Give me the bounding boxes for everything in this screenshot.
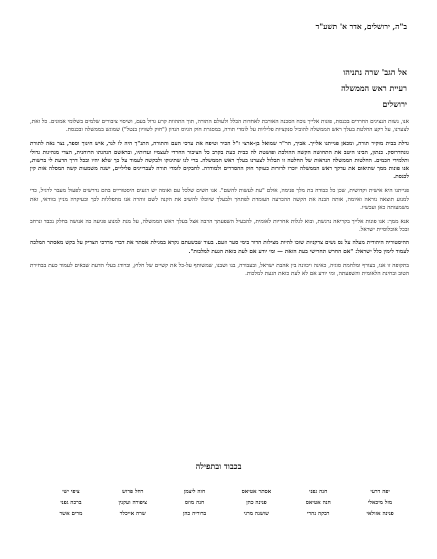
addressee-name: אל הגב' שרה נתניהו xyxy=(343,67,407,77)
signature: מרים אשר xyxy=(59,511,83,517)
signature: רבקה נהרי xyxy=(307,511,330,517)
signature: שושנה מרגי xyxy=(243,511,270,517)
signature: ציפי ישי xyxy=(62,489,80,495)
dateline: ב"ה, ירושלים, אדר א' תשע"ד xyxy=(315,22,407,31)
paragraph: גדלת בבית מוקיר תורה, ומכאן פנייתנו אלייך. אביך, הר"ר שמואל בן-ארצי ז"ל הכיר וטיפח את ערכי העם והתורה, התנ"ך היה לו לנר, איש חינוך וספר, נצר נאה לתורת גונהדרוסק. כנתון, הבינו היטב את התחושה הקשה ההולכת ופושטת לה כבית כעת בקרב כל הציבור החרדי לעצמיו ועדותיו, ובראשם הנהגתו הרוחנית, הצדי מנהיגות גדולי ותלמידי חכמים. החלטות הממשלה הנראות של החלטה זו תכלול לצערנו בעלך ראש הממשלה. ברי לנו שתינוקו ולבקשה לעמוד על כך שלא יהיו ובכל דרך הדעת לי ברשות, אנו פונות ממך שתיאום את עדקך ראש הממשלה יוכרו לדורות כעוקר חוק ההסדרים ולמודדה. לחבקים לומדי תורה לעבריינים פליליים, ישנה משמעות קשה המסלה אות קין לכנסת. xyxy=(30,141,409,181)
paragraph: ההיסטוריה היהודית מעלה על נס נשים צדקניות שזכו להיות מצילות הדור בימי סער וזעם. בעוד שבשעתם נקרא במגילת אסתר את דברי מרדכי הצדיק על בקש מאסתר המלכה לעמוד לימין כלל ישראל: "אם החרש תחרישי בעת הזאת — ומי יודע אם לעת כזאת הגעת למלכות". xyxy=(30,240,409,255)
signature: פנינה כהן xyxy=(246,500,267,506)
letter-body xyxy=(30,118,409,284)
signature: ציפורה ועקנין xyxy=(118,500,148,506)
paragraph: פנייתנו היא אישית וקדושית, שכן כל כבודה בת מלך פנימה, אולם "עת לעשות להשם". אנו חשים שלכל עם ואומה יש רגעים היסטוריים בהם נדרשים לפעול מעבר לרגיל, כדי למנוע תוצאה נוראה ואיומה, אותה הבנה את הקשה ההכרעה העומדת לפתחך ולבעלך שיוכלו להשיב את הקנה לשם זוהרה אנו מתפללות לכך ובעיקרה מניין בוודאי, זאת משמעותה כאן ועכשיו. xyxy=(30,188,409,211)
signature: שרה אייכלר xyxy=(119,511,146,517)
signature: יפה דרעי xyxy=(370,489,390,495)
paragraph: בתקופה זו אנו, בעורף ומלחמת סוגיה, כאינה ויכוונה בין אהבת ישראל, ובעבורה, בנו ושבנו, שמשותף על-כל את קשיים של חלוץ, וברודג בעלי הדעת שבאים לעמוד כעת בבחירת הטוב ובחינת הלאומית והשפעתה, ומי יודע אם לא לעת כזאת הגעת למלכות. xyxy=(30,262,409,278)
closing-line: בכבוד ובתפילה xyxy=(195,461,242,471)
signature: חנה אטיאס xyxy=(305,500,331,506)
addressee-block xyxy=(341,64,407,112)
signature: חנה מוזס xyxy=(184,500,205,506)
addressee-title: רעיית ראש הממשלה xyxy=(341,83,407,93)
signature: אסתר אטיאס xyxy=(241,489,272,495)
paragraph: אנו, נשות הנציגים החרדים בכנסת, פונות אלייך נוכח הסכנה האורבת לאחדות הכלל ולעולם התורה, תוך התהוות קרע גדול בעם, ושיסוי ציבורים שלמים בשלומי אמונים. כל זאת, לצערנו, על רקע החלטת בעלך ראש הממשלה להוביל סנקציות פליליות על לומדי תורה, במסגרת חוק הגיוס הנדון ("חוק לשוויון בנטל") שמוגש בממשלה ובכנסת. xyxy=(30,119,409,134)
signature: פנינה אזולאי xyxy=(366,511,394,517)
addressee-city: ירושלים xyxy=(382,99,407,109)
signature: חוה ליצמן xyxy=(183,489,206,495)
signature: מזל מיכאלי xyxy=(367,500,393,506)
signature: ברוריה כהן xyxy=(182,511,207,517)
signature-grid xyxy=(40,489,411,517)
paragraph: אנא ממך: אנו פונות אלייך בקריאה נרגשת, ובוא לגלות אחריות לאומית, להבעיל השפעתך הרבה אצל בעלך ראש הממשלה, על מנת למנוע פגיעה כה אנושה בחלק נכבד ונרחב ובכל אוכלוסיית ישראל. xyxy=(30,219,409,234)
signature: רחל פרוש xyxy=(122,489,144,495)
signature: חנה גפני xyxy=(309,489,328,495)
signature: ברכה גפני xyxy=(60,500,82,506)
